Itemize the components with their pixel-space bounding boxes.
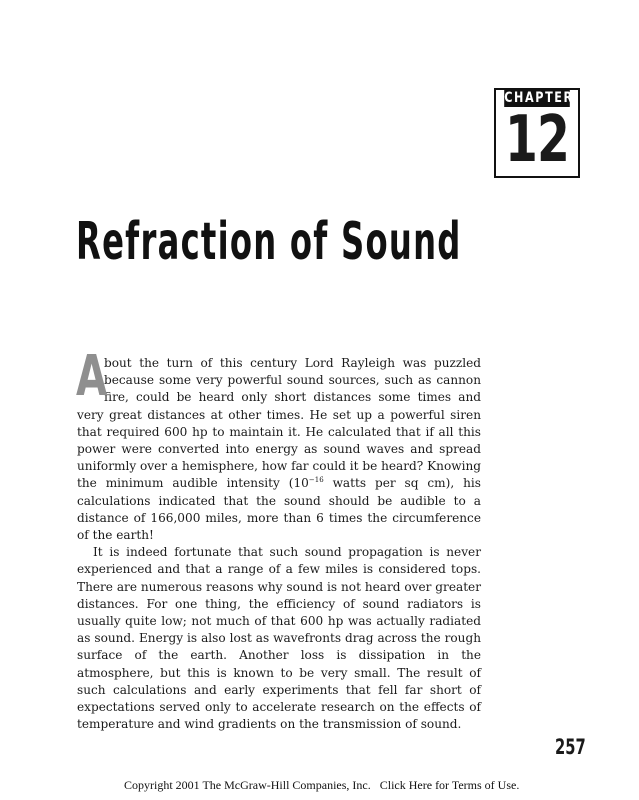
chapter-title: Refraction of Sound — [76, 212, 462, 272]
paragraph-1 — [76, 344, 481, 544]
chapter-number: 12 — [504, 103, 570, 177]
exponent: −16 — [308, 476, 324, 485]
copyright-text: Copyright 2001 The McGraw-Hill Companies, Inc. — [124, 778, 371, 792]
paragraph-2: It is indeed fortunate that such sound propagation is never experienced and that a range of a few miles is considered tops. There are numerous reasons why sound is not heard over greater distances. For one thing, the efficiency of sound radiators is usually quite low; not much of that 600 hp was actually radiated as sound. Energy is also lost as wavefronts drag across the rough surface of the earth. Another loss is dissipation in the atmosphere, but this is known to be very small. The result of such calculations and early experiments that fell far short of expectations served only to accelerate research on the effects of temperature and wind gradients on the transmission of sound. — [77, 545, 481, 732]
chapter-badge — [494, 88, 580, 178]
chapter-label: CHAPTER — [504, 90, 574, 106]
drop-cap: A — [76, 344, 108, 409]
page-number: 257 — [555, 735, 586, 759]
terms-of-use-link[interactable]: Click Here for Terms of Use. — [379, 778, 520, 792]
paragraph-1-text: bout the turn of this century Lord Rayleigh was puzzled because some very powerful sound sources, such as cannon fire, could be heard only short distances some times and very great distances at other times. He set up a powerful siren that required 600 hp to maintain it. He calculated that if all this power were converted into energy as sound waves and spread uniformly over a hemisphere, how far could it be heard? Knowing the minimum audible intensity (10 — [77, 356, 481, 491]
footer — [124, 778, 519, 793]
body-text — [76, 344, 481, 733]
paragraph-1-text-end: watts per sq cm), his calculations indicated that the sound should be audible to a distance of 166,000 miles, more than 6 times the circumference of the earth! — [77, 476, 481, 543]
